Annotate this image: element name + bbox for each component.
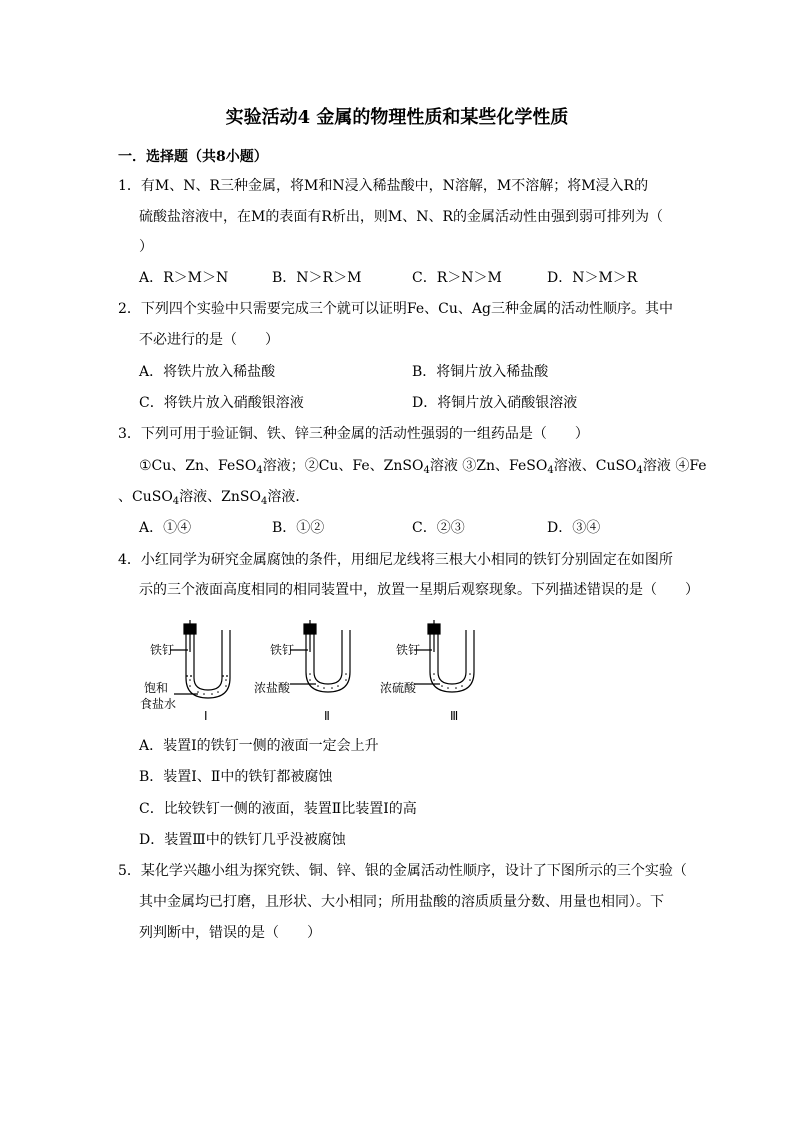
q4-option-c: C．比较铁钉一侧的液面，装置Ⅱ比装置Ⅰ的高 xyxy=(139,801,417,817)
q3-option-d: D．③④ xyxy=(547,520,601,536)
q4-option-b: B．装置Ⅰ、Ⅱ中的铁钉都被腐蚀 xyxy=(139,769,333,785)
numeral-3: Ⅲ xyxy=(450,709,459,723)
q4-line2: 示的三个液面高度相同的相同装置中，放置一星期后观察现象。下列描述错误的是（ ） xyxy=(139,582,699,598)
u-tube-apparatus-3 xyxy=(414,620,474,692)
q3-line1: 3．下列可用于验证铜、铁、锌三种金属的活动性强弱的一组药品是（ ） xyxy=(118,426,589,442)
numeral-1: Ⅰ xyxy=(204,709,208,723)
q5-line2: 其中金属均已打磨，且形状、大小相同；所用盐酸的溶质质量分数、用量也相同）。下 xyxy=(139,894,664,910)
q1-line3: ） xyxy=(139,239,153,255)
liquid-label-1a: 饱和 xyxy=(144,681,169,695)
q3-option-a: A．①④ xyxy=(139,520,192,536)
u-tube-figure xyxy=(140,620,490,730)
q1-option-c: C．R＞N＞M xyxy=(412,270,502,286)
q1-option-d: D．N＞M＞R xyxy=(547,270,638,286)
q5-line3: 列判断中，错误的是（ ） xyxy=(139,925,321,941)
q2-option-b: B．将铜片放入稀盐酸 xyxy=(412,364,549,380)
q4-line1: 4．小红同学为研究金属腐蚀的条件，用细尼龙线将三根大小相同的铁钉分别固定在如图所 xyxy=(118,552,673,568)
q3-reagents-line2: 、CuSO$_4$溶液、ZnSO$_4$溶液． xyxy=(118,489,310,507)
u-tube-apparatus-1 xyxy=(170,620,230,698)
liquid-label-3: 浓硫酸 xyxy=(380,681,417,695)
u-tube-apparatus-2 xyxy=(290,620,350,692)
q2-line2: 不必进行的是（ ） xyxy=(139,332,279,348)
q3-option-b: B．①② xyxy=(272,520,325,536)
liquid-label-1b: 食盐水 xyxy=(140,697,177,711)
q2-option-a: A．将铁片放入稀盐酸 xyxy=(139,364,276,380)
nail-label-2: 铁钉 xyxy=(270,643,295,657)
q4-option-a: A．装置Ⅰ的铁钉一侧的液面一定会上升 xyxy=(139,738,379,754)
liquid-label-2: 浓盐酸 xyxy=(254,681,291,695)
nail-label-3: 铁钉 xyxy=(396,643,421,657)
q5-line1: 5．某化学兴趣小组为探究铁、铜、锌、银的金属活动性顺序，设计了下图所示的三个实验（ xyxy=(118,863,687,879)
section-heading: 一．选择题（共8小题） xyxy=(118,149,268,165)
q4-option-d: D．装置Ⅲ中的铁钉几乎没被腐蚀 xyxy=(139,832,346,848)
q1-line1: 1．有M、N、R三种金属，将M和N浸入稀盐酸中，N溶解，M不溶解；将M浸入R的 xyxy=(118,178,649,194)
q2-line1: 2．下列四个实验中只需要完成三个就可以证明Fe、Cu、Ag三种金属的活动性顺序。其中 xyxy=(118,301,673,317)
q2-option-d: D．将铜片放入硝酸银溶液 xyxy=(412,395,578,411)
q1-option-b: B．N＞R＞M xyxy=(272,270,362,286)
numeral-2: Ⅱ xyxy=(324,709,330,723)
nail-label-1: 铁钉 xyxy=(150,643,175,657)
q1-option-a: A．R＞M＞N xyxy=(139,270,229,286)
q1-line2: 硫酸盐溶液中，在M的表面有R析出，则M、N、R的金属活动性由强到弱可排列为（ xyxy=(139,209,663,225)
q2-option-c: C．将铁片放入硝酸银溶液 xyxy=(139,395,304,411)
q3-option-c: C．②③ xyxy=(412,520,465,536)
q3-reagents-line1: ①Cu、Zn、FeSO$_4$溶液；②Cu、Fe、ZnSO$_4$溶液 ③Zn、FeSO$_4$溶液、CuSO$_4$溶液 ④Fe xyxy=(139,458,707,476)
page-title: 实验活动4 金属的物理性质和某些化学性质 xyxy=(225,107,569,128)
